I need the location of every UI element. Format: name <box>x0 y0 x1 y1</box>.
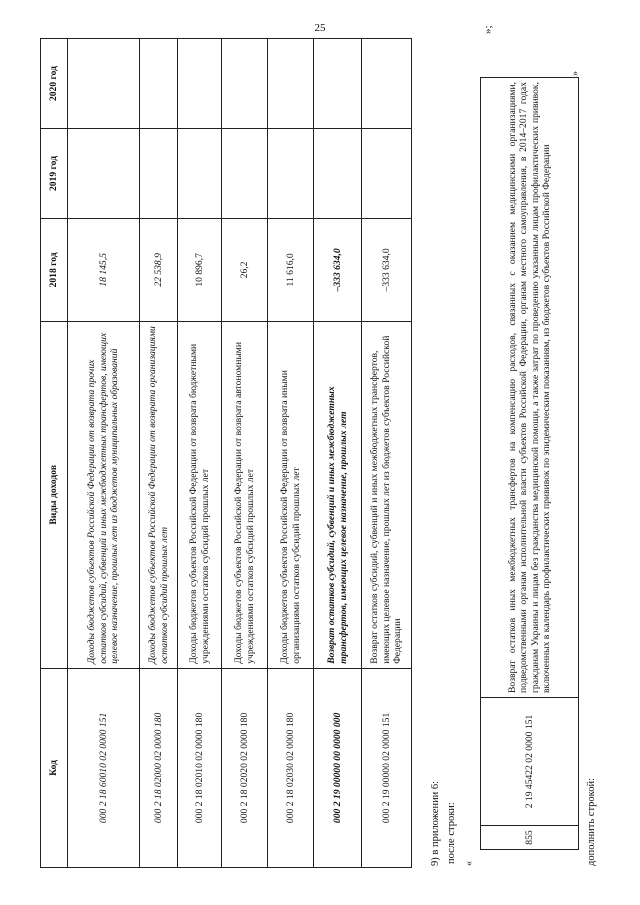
header-code: Код <box>41 668 68 867</box>
row-value-2020 <box>222 39 268 129</box>
row-value-2019 <box>268 129 314 219</box>
page-number: 25 <box>314 22 326 34</box>
rotated-page-content <box>40 25 600 868</box>
table-row <box>222 39 268 868</box>
header-2018: 2018 год <box>41 218 68 321</box>
row-name: Доходы бюджетов субъектов Российской Федерации от возврата иными организациями остатков субсидий прошлых лет <box>268 321 314 668</box>
row-admin-code: 855 <box>481 826 579 850</box>
row-value-2020 <box>362 39 412 129</box>
table-row <box>140 39 178 868</box>
row-value-2019 <box>362 129 412 219</box>
row-code: 000 2 18 02000 02 0000 180 <box>140 668 178 867</box>
row-description: Возврат остатков иных межбюджетных трансфертов на компенсацию расходов, связанных с оказанием медицинскими организациями, подведомственными органам исполнительной власти субъектов Российской Федерации, органам местного самоуправления, в 2014–2017 годах гражданам Украины и лицам без гражданства медицинской помощи, а также затрат по проведению указанным лицам профилактических прививок, включенных в календарь профилактических прививок по эпидемическим показаниям, из бюджетов субъектов Российской Федерации <box>481 78 579 698</box>
table-row <box>314 39 362 868</box>
row-value-2018: –333 634,0 <box>314 218 362 321</box>
row-name: Доходы бюджетов субъектов Российской Федерации от возврата организациями остатков субсидий прошлых лет <box>140 321 178 668</box>
row-code: 000 2 18 02030 02 0000 180 <box>268 668 314 867</box>
table-row <box>268 39 314 868</box>
row-value-2020 <box>140 39 178 129</box>
row-name: Возврат остатков субсидий, субвенций и иных межбюджетных трансфертов, имеющих целевое назначение, прошлых лет из бюджетов субъектов Российской Федерации <box>362 321 412 668</box>
row-value-2018: 18 145,5 <box>68 218 140 321</box>
appendix-6-table <box>480 77 579 850</box>
header-name: Виды доходов <box>41 321 68 668</box>
table-row <box>481 78 579 850</box>
row-value-2018: 26,2 <box>222 218 268 321</box>
add-lines-label: дополнить строкой: <box>586 777 597 866</box>
table-row <box>362 39 412 868</box>
table-row <box>178 39 222 868</box>
row-value-2019 <box>68 129 140 219</box>
row-value-2019 <box>140 129 178 219</box>
revenue-table-header-row <box>41 39 68 868</box>
row-name: Возврат остатков субсидий, субвенций и иных межбюджетных трансфертов, имеющих целевое назначение, прошлых лет <box>314 321 362 668</box>
item-9-heading: 9) в приложении 6: <box>430 780 441 866</box>
row-value-2019 <box>314 129 362 219</box>
row-code: 000 2 19 00000 00 0000 000 <box>314 668 362 867</box>
closing-quote-semicolon: »; <box>482 25 494 34</box>
row-value-2018: –333 634,0 <box>362 218 412 321</box>
header-2020: 2020 год <box>41 39 68 129</box>
row-code: 000 2 18 02020 02 0000 180 <box>222 668 268 867</box>
row-code: 2 19 45422 02 0000 151 <box>481 698 579 826</box>
row-value-2020 <box>314 39 362 129</box>
open-quote: « <box>464 861 475 866</box>
row-value-2018: 22 538,9 <box>140 218 178 321</box>
row-value-2019 <box>222 129 268 219</box>
row-name: Доходы бюджетов субъектов Российской Федерации от возврата автономными учреждениями остатков субсидий прошлых лет <box>222 321 268 668</box>
row-name: Доходы бюджетов субъектов Российской Федерации от возврата бюджетными учреждениями остатков субсидий прошлых лет <box>178 321 222 668</box>
row-value-2020 <box>178 39 222 129</box>
row-value-2018: 11 616,0 <box>268 218 314 321</box>
row-code: 000 2 18 60010 02 0000 151 <box>68 668 140 867</box>
row-value-2019 <box>178 129 222 219</box>
after-line-label: после строки: <box>446 802 457 864</box>
row-name: Доходы бюджетов субъектов Российской Федерации от возврата прочих остатков субсидий, субвенций и иных межбюджетных трансфертов, имеющих целевое назначение, прошлых лет из бюджетов муниципальных образований <box>68 321 140 668</box>
row-value-2018: 10 896,7 <box>178 218 222 321</box>
row-code: 000 2 19 00000 02 0000 151 <box>362 668 412 867</box>
row-code: 000 2 18 02010 02 0000 180 <box>178 668 222 867</box>
row-value-2020 <box>268 39 314 129</box>
close-quote: » <box>570 71 581 76</box>
row-value-2020 <box>68 39 140 129</box>
table-row <box>68 39 140 868</box>
header-2019: 2019 год <box>41 129 68 219</box>
revenue-table <box>40 38 412 868</box>
